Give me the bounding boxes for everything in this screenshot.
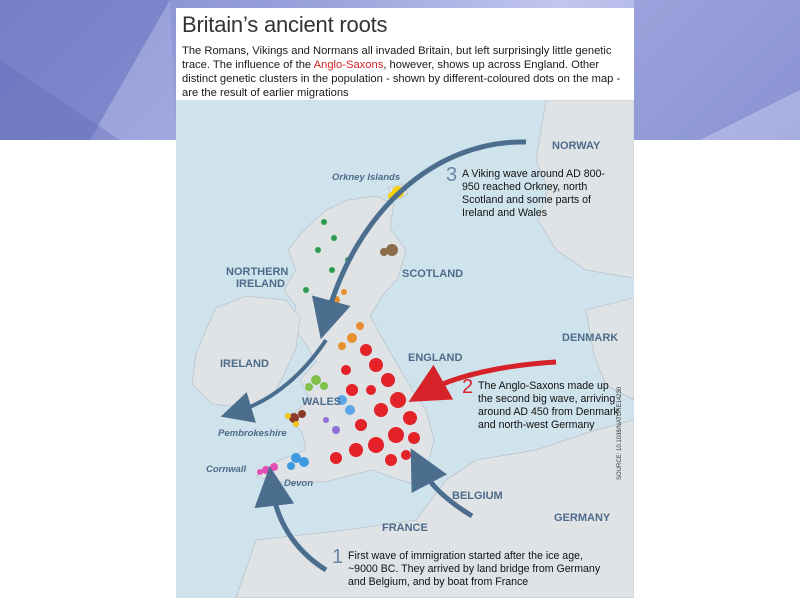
label-northern-ireland-2: IRELAND xyxy=(236,278,285,290)
label-norway: NORWAY xyxy=(552,140,601,152)
label-orkney: Orkney Islands xyxy=(332,172,401,183)
intro-part-2: , however, shows up across England. Other distinct genetic clusters in the population - shown by different-coloured dots on the map - are the result of earlier migrations xyxy=(182,59,621,99)
label-england: ENGLAND xyxy=(408,352,463,364)
label-devon: Devon xyxy=(284,478,314,489)
note-1-text: First wave of immigration started after the ice age, ~9000 BC. They arrived by land bridge from Germany and Belgium, and by boat from France xyxy=(348,550,601,588)
intro-text xyxy=(182,44,628,100)
note-1-number: 1 xyxy=(332,546,344,568)
label-scotland: SCOTLAND xyxy=(402,268,464,280)
label-cornwall: Cornwall xyxy=(206,464,247,475)
label-belgium: BELGIUM xyxy=(452,490,503,502)
label-wales: WALES xyxy=(302,396,342,408)
infographic-card xyxy=(176,8,634,598)
intro-part-1: The Romans, Vikings and Normans all invaded Britain, but left surprisingly little genetic trace. The influence of the xyxy=(182,45,612,71)
label-france: FRANCE xyxy=(382,522,428,534)
land-ireland xyxy=(192,296,300,408)
label-germany: GERMANY xyxy=(554,512,611,524)
label-northern-ireland-1: NORTHERN xyxy=(226,266,289,278)
note-2-number: 2 xyxy=(462,376,474,398)
label-ireland: IRELAND xyxy=(220,358,269,370)
label-pembrokeshire: Pembrokeshire xyxy=(218,428,287,439)
note-3-number: 3 xyxy=(446,164,458,186)
page-title: Britain’s ancient roots xyxy=(182,12,388,37)
note-2-text: The Anglo-Saxons made up the second big wave, arriving around AD 450 from Denmark and north-west Germany xyxy=(478,380,619,431)
label-denmark: DENMARK xyxy=(562,332,619,344)
map-area xyxy=(176,100,634,598)
note-3-text: A Viking wave around AD 800-950 reached Orkney, north Scotland and some parts of Ireland and Wales xyxy=(462,168,605,219)
source-credit: SOURCE: 10.1038/NATURE14230 xyxy=(617,386,623,480)
intro-highlight: Anglo-Saxons xyxy=(313,59,384,71)
